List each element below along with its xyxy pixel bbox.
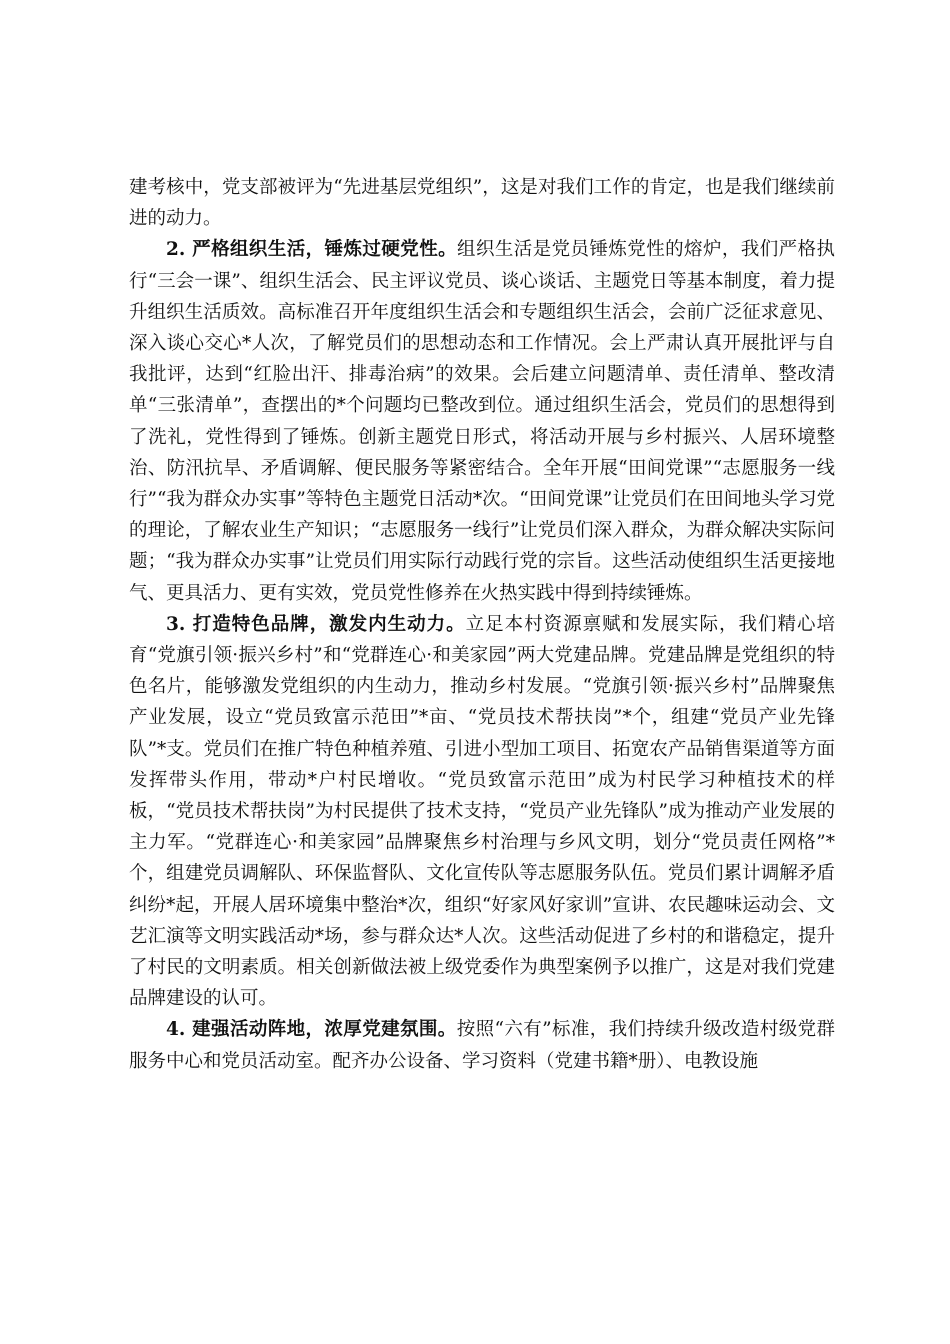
paragraph-2-heading: 2. 严格组织生活，锤炼过硬党性。	[166, 239, 458, 261]
paragraph-4-heading: 4. 建强活动阵地，浓厚党建氛围。	[166, 1019, 457, 1041]
paragraph-2-text: 组织生活是党员锤炼党性的熔炉，我们严格执行“三会一课”、组织生活会、民主评议党员、谈心谈话、主题党日等基本制度，着力提升组织生活质效。高标准召开年度组织生活会和专题组织生活会，会前广泛征求意见、深入谈心交心*人次，了解党员们的思想动态和工作情况。会上严肃认真开展批评与自我批评，达到“红脸出汗、排毒治病”的效果。会后建立问题清单、责任清单、整改清单“三张清单”，查摆出的*个问题均已整改到位。通过组织生活会，党员们的思想得到了洗礼，党性得到了锤炼。创新主题党日形式，将活动开展与乡村振兴、人居环境整治、防汛抗旱、矛盾调解、便民服务等紧密结合。全年开展“田间党课”“志愿服务一线行”“我为群众办实事”等特色主题党日活动*次。“田间党课”让党员们在田间地头学习党的理论，了解农业生产知识；“志愿服务一线行”让党员们深入群众，为群众解决实际问题；“我为群众办实事”让党员们用实际行动践行党的宗旨。这些活动使组织生活更接地气、更具活力、更有实效，党员党性修养在火热实践中得到持续锤炼。	[129, 239, 835, 604]
paragraph-3	[129, 609, 835, 1015]
paragraph-3-heading: 3. 打造特色品牌，激发内生动力。	[166, 613, 466, 635]
paragraph-1-text: 建考核中，党支部被评为“先进基层党组织”，这是对我们工作的肯定，也是我们继续前进的动力。	[129, 177, 835, 230]
paragraph-1	[129, 172, 835, 234]
paragraph-4-text: 按照“六有”标准，我们持续升级改造村级党群服务中心和党员活动室。配齐办公设备、学习资料（党建书籍*册）、电教设施	[129, 1019, 835, 1072]
document-body	[129, 172, 835, 1077]
paragraph-4	[129, 1014, 835, 1076]
paragraph-2	[129, 234, 835, 608]
paragraph-3-text: 立足本村资源禀赋和发展实际，我们精心培育“党旗引领·振兴乡村”和“党群连心·和美家园”两大党建品牌。党建品牌是党组织的特色名片，能够激发党组织的内生动力，推动乡村发展。“党旗引领·振兴乡村”品牌聚焦产业发展，设立“党员致富示范田”*亩、“党员技术帮扶岗”*个，组建“党员产业先锋队”*支。党员们在推广特色种植养殖、引进小型加工项目、拓宽农产品销售渠道等方面发挥带头作用，带动*户村民增收。“党员致富示范田”成为村民学习种植技术的样板，“党员技术帮扶岗”为村民提供了技术支持，“党员产业先锋队”成为推动产业发展的主力军。“党群连心·和美家园”品牌聚焦乡村治理与乡风文明，划分“党员责任网格”*个，组建党员调解队、环保监督队、文化宣传队等志愿服务队伍。党员们累计调解矛盾纠纷*起，开展人居环境集中整治*次，组织“好家风好家训”宣讲、农民趣味运动会、文艺汇演等文明实践活动*场，参与群众达*人次。这些活动促进了乡村的和谐稳定，提升了村民的文明素质。相关创新做法被上级党委作为典型案例予以推广，这是对我们党建品牌建设的认可。	[129, 613, 835, 1010]
